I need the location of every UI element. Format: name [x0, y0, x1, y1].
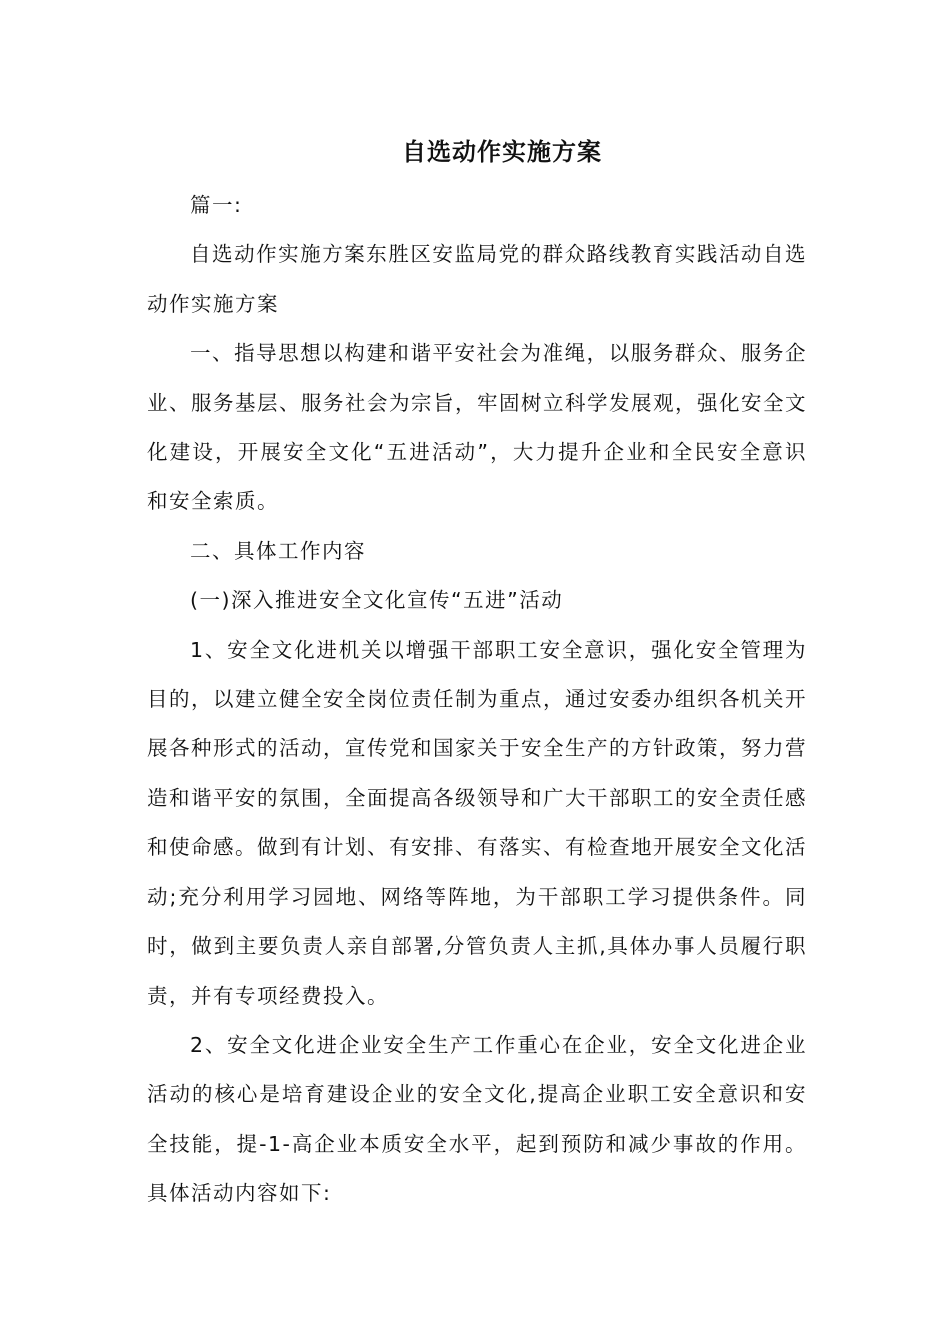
paragraph-work-content-heading: 二、具体工作内容 [190, 538, 366, 563]
document-title: 自选动作实施方案 [402, 138, 602, 166]
paragraph-intro: 自选动作实施方案东胜区安监局党的群众路线教育实践活动自选动作实施方案 [147, 242, 807, 316]
paragraph-section-label: 篇一: [190, 193, 243, 217]
paragraph-item-1: 1、安全文化进机关以增强干部职工安全意识，强化安全管理为目的，以建立健全安全岗位责任制为重点，通过安委办组织各机关开展各种形式的活动，宣传党和国家关于安全生产的方针政策，努力营造和谐平安的氛围，全面提高各级领导和广大干部职工的安全责任感和使命感。做到有计划、有安排、有落实、有检查地开展安全文化活动;充分利用学习园地、网络等阵地，为干部职工学习提供条件。同时，做到主要负责人亲自部署,分管负责人主抓,具体办事人员履行职责，并有专项经费投入。 [147, 637, 807, 1008]
paragraph-item-2: 2、安全文化进企业安全生产工作重心在企业，安全文化进企业活动的核心是培育建设企业的安全文化,提高企业职工安全意识和安全技能，提-1-高企业本质安全水平，起到预防和减少事故的作用。具体活动内容如下: [147, 1032, 807, 1206]
document-body [147, 181, 807, 1219]
paragraph-guiding-ideology: 一、指导思想以构建和谐平安社会为准绳，以服务群众、服务企业、服务基层、服务社会为宗旨，牢固树立科学发展观，强化安全文化建设，开展安全文化“五进活动”，大力提升企业和全民安全意识和安全索质。 [147, 341, 807, 514]
paragraph-subheading-five-entries: (一)深入推进安全文化宣传“五进”活动 [190, 588, 564, 613]
